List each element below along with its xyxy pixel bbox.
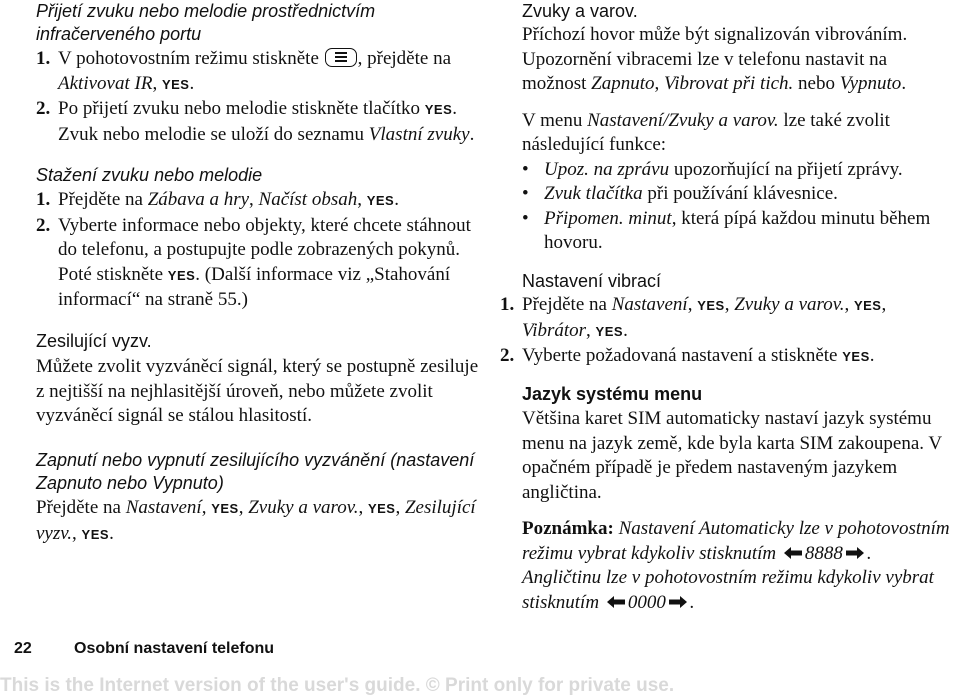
punct: , (249, 189, 254, 210)
left-arrow-icon (784, 542, 802, 567)
note-paragraph (522, 517, 952, 616)
menu-path: Načíst obsah (258, 189, 358, 210)
watermark-text: This is the Internet version of the user's guide. © Print only for private use. (0, 675, 675, 696)
menu-path: Zesilující vyzv. (36, 497, 476, 544)
right-arrow-icon (669, 591, 687, 616)
punct: , (844, 294, 850, 315)
yes-key-label: YES (81, 526, 110, 542)
bullet: • (522, 207, 529, 229)
note-label: Poznámka: (522, 518, 614, 539)
increasing-ring-text: Můžete zvolit vyzváněcí signál, který se postupně zesiluje z nejtišší na nejhlasitější úroveň, nebo můžete zvolit vyzváněcí signál se stálou hlasitostí. (36, 356, 479, 426)
yes-key-label: YES (697, 298, 725, 313)
step-text: Vyberte požadovaná nastavení a stiskněte (522, 345, 838, 366)
ir-section (36, 0, 488, 147)
yes-key-label: YES (161, 76, 190, 92)
step-text: . (Další informace viz „Stahování informací“ na straně 55.) (58, 263, 451, 310)
body-text: Příchozí hovor může být signalizován vibrováním. Upozornění vibracemi lze v telefonu nastavit na možnost (522, 24, 908, 94)
key-code: 0000 (627, 591, 666, 613)
download-section (36, 164, 488, 313)
bullet-item (522, 207, 952, 256)
punct: . (689, 591, 695, 613)
key-code: 8888 (804, 542, 843, 564)
menu-path: Nastavení (125, 497, 202, 518)
step-number: 1. (36, 189, 51, 210)
option-name: Připomen. minut (544, 207, 672, 229)
punct: , (687, 294, 693, 315)
punct: . (469, 123, 475, 145)
punct: . (109, 522, 114, 544)
yes-key-label: YES (211, 501, 239, 516)
step-text: , přejděte na (357, 48, 452, 69)
step-text: Po přijetí zvuku nebo melodie stiskněte tlačítko (58, 98, 420, 119)
punct: , (201, 497, 207, 518)
menu-path: Vibrátor (522, 319, 587, 341)
option-name: Zapnuto (591, 73, 655, 94)
increasing-ring-section (36, 330, 488, 429)
yes-key-label: YES (367, 501, 396, 516)
ir-step-1 (36, 47, 488, 97)
yes-key-label: YES (366, 193, 395, 208)
page-number: 22 (14, 640, 32, 657)
step-text: . Zvuk nebo melodie se uloží do seznamu (58, 98, 457, 145)
toggle-heading: Zapnutí nebo vypnutí zesilujícího vyzvánění (nastavení Zapnuto nebo Vypnuto) (36, 450, 475, 493)
left-arrow-icon (607, 591, 625, 616)
bullet-item (522, 182, 952, 207)
alerts-section (522, 0, 952, 256)
body-text: lze také zvolit následující funkce: (522, 109, 890, 155)
option-name: Zvuk tlačítka (544, 183, 643, 204)
vibration-heading: Nastavení vibrací (522, 271, 662, 291)
alerts-paragraph-2 (522, 109, 952, 158)
language-heading: Jazyk systému menu (522, 384, 703, 404)
punct: . (869, 345, 875, 366)
toggle-path (36, 496, 488, 547)
menu-path: Nastavení (611, 294, 688, 315)
increasing-ring-heading: Zesilující vyzv. (36, 331, 152, 351)
punct: , (654, 73, 660, 94)
menu-path: Nastavení/Zvuky a varov. (587, 109, 779, 131)
ir-step-2 (36, 97, 488, 147)
punct: , (238, 497, 244, 518)
menu-path: Zvuky a varov. (248, 497, 359, 518)
yes-key-label: YES (853, 298, 882, 313)
option-name: Upoz. na zprávu (544, 158, 670, 180)
alerts-paragraph-1 (522, 23, 952, 97)
punct: . (623, 319, 628, 341)
vibration-step-1 (500, 293, 952, 344)
yes-key-label: YES (842, 349, 870, 364)
toggle-section (36, 449, 488, 547)
yes-key-label: YES (595, 323, 624, 339)
alerts-heading: Zvuky a varov. (522, 1, 638, 21)
punct: , (586, 319, 591, 341)
vibration-step-2 (500, 344, 952, 370)
right-arrow-icon (846, 542, 864, 567)
bullet: • (522, 158, 529, 180)
menu-path: Vlastní zvuky (368, 123, 470, 145)
punct: . (189, 72, 195, 94)
step-number: 2. (36, 214, 51, 236)
punct: , (724, 294, 730, 315)
body-text: , která pípá každou minutu během hovoru. (544, 207, 931, 253)
step-text: V pohotovostním režimu stiskněte (58, 48, 319, 69)
body-text: nebo (798, 73, 835, 94)
step-text: Přejděte na (522, 294, 607, 315)
punct: , (358, 497, 364, 518)
punct: , (152, 72, 158, 94)
note-section (522, 517, 952, 616)
step-number: 2. (36, 98, 51, 119)
menu-key-icon (325, 48, 357, 67)
punct: . (394, 189, 399, 210)
punct: . (901, 73, 907, 94)
option-name: Vypnuto (839, 73, 902, 94)
step-text: Přejděte na (58, 189, 143, 210)
body-text: V menu (522, 109, 583, 131)
punct: , (72, 522, 77, 544)
step-text: Přejděte na (36, 497, 121, 518)
language-text: Většina karet SIM automaticky nastaví jazyk systému menu na jazyk země, kde byla karta SIM zakoupena. V opačném případě je předem nastaveným jazykem angličtina. (522, 408, 942, 503)
menu-path: Zvuky a varov. (734, 294, 845, 315)
option-name: Vibrovat při tich. (664, 73, 794, 94)
note-text: Nastavení Automaticky lze v pohotovostním režimu vybrat kdykoliv stisknutím (522, 518, 950, 564)
punct: , (395, 497, 401, 518)
ir-heading: Přijetí zvuku nebo melodie prostřednictvím infračerveného portu (36, 1, 376, 44)
vibration-section (500, 270, 952, 370)
bullet-item (522, 158, 952, 183)
language-section (522, 383, 952, 505)
menu-path: Zábava a hry (147, 189, 250, 210)
body-text: při používání klávesnice. (647, 183, 838, 204)
step-number: 1. (36, 48, 51, 69)
yes-key-label: YES (167, 267, 196, 283)
download-step-1 (36, 188, 488, 214)
step-text: Vyberte informace nebo objekty, které chcete stáhnout do telefonu, a postupujte podle zobrazených pokynů. Poté stiskněte (58, 214, 471, 285)
note-text: . Angličtinu lze v pohotovostním režimu kdykoliv vybrat stisknutím (522, 542, 934, 613)
footer-title: Osobní nastavení telefonu (74, 640, 275, 657)
step-number: 1. (500, 294, 515, 315)
punct: , (357, 189, 362, 210)
download-step-2 (36, 214, 488, 313)
menu-path: Aktivovat IR (58, 72, 153, 94)
punct: , (881, 294, 887, 315)
step-number: 2. (500, 345, 515, 366)
download-heading: Stažení zvuku nebo melodie (36, 165, 263, 185)
bullet: • (522, 183, 529, 204)
body-text: upozorňující na přijetí zprávy. (673, 158, 903, 180)
yes-key-label: YES (424, 102, 453, 117)
